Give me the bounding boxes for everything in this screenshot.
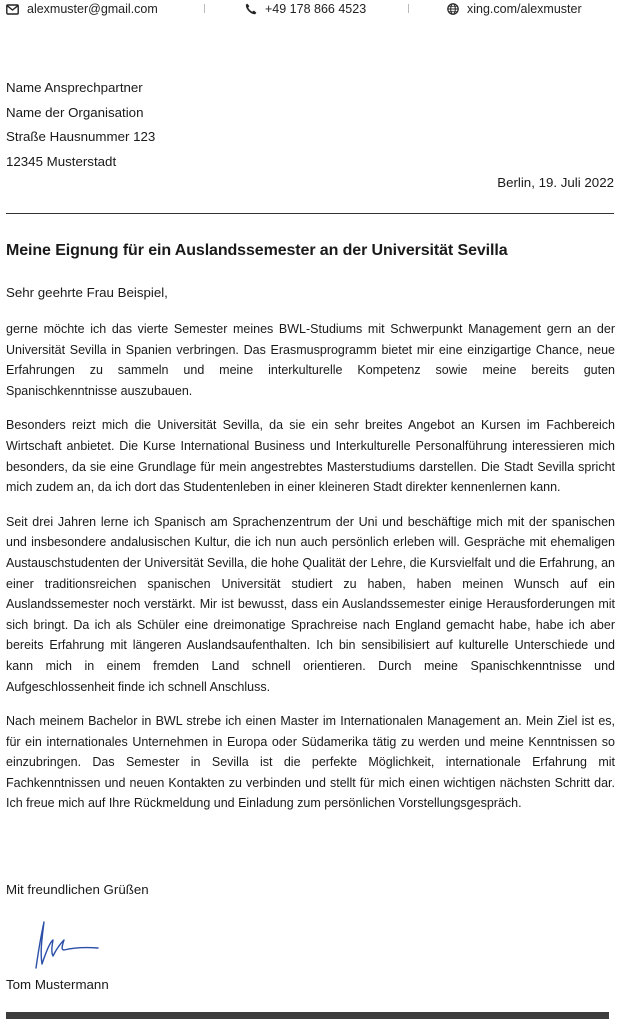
email-text: alexmuster@gmail.com [27, 2, 158, 16]
closing: Mit freundlichen Grüßen [6, 882, 149, 897]
contact-email[interactable] [6, 0, 158, 18]
recipient-name: Name Ansprechpartner [6, 80, 143, 95]
envelope-icon [6, 4, 19, 15]
body-paragraph: Nach meinem Bachelor in BWL strebe ich einen Master im Internationalen Management an. Mein Ziel ist es, für ein internationales Unternehmen in Europa oder Südamerika tätig zu werden und meine Kenntnissen so einzubringen. Das Semester in Sevilla ist die perfekte Möglichkeit, internationale Erfahrung mit Fachkenntnissen und neuen Kontakten zu verbinden und stellt für mich einen wichtigen nächsten Schritt dar. Ich freue mich auf Ihre Rückmeldung und Einladung zum persönlichen Vorstellungsgespräch. [6, 714, 615, 811]
phone-text: +49 178 866 4523 [265, 2, 367, 16]
body-paragraph: gerne möchte ich das vierte Semester meines BWL-Studiums mit Schwerpunkt Management gern an der Universität Sevilla in Spanien verbringen. Das Erasmusprogramm bietet mir eine einzigartige Chance, neue Erfahrungen zu sammeln und meine interkulturelle Kompetenz sowie meine bereits guten Spanischkenntnisse auszubauen. [6, 322, 615, 398]
phone-icon [245, 3, 257, 15]
contact-separator [204, 4, 205, 13]
recipient-organization: Name der Organisation [6, 104, 144, 120]
contact-phone[interactable] [245, 0, 366, 18]
signer-name: Tom Mustermann [6, 977, 109, 992]
web-text: xing.com/alexmuster [467, 2, 582, 16]
letter-date: Berlin, 19. Juli 2022 [497, 175, 614, 190]
salutation: Sehr geehrte Frau Beispiel, [6, 285, 168, 300]
divider [6, 213, 614, 214]
footer-bar [6, 1012, 609, 1019]
letter-subject: Meine Eignung für ein Auslandssemester an der Universität Sevilla [6, 242, 508, 259]
contact-separator [408, 4, 409, 13]
recipient-street: Straße Hausnummer 123 [6, 129, 156, 144]
signature-image [18, 912, 108, 972]
recipient-address [6, 76, 155, 174]
letter-body [6, 319, 615, 828]
body-paragraph: Besonders reizt mich die Universität Sevilla, da sie ein sehr breites Angebot an Kursen im Fachbereich Wirtschaft anbietet. Die Kurse International Business und Interkulturelle Personalführung interessieren mich besonders, da sie eine Grundlage für mein angestrebtes Masterstudiums darstellen. Die Stadt Sevilla spricht mich zudem an, da ich dort das Studentenleben in einer kleineren Stadt direkter kennenlernen kann. [6, 418, 615, 495]
globe-icon [447, 3, 459, 15]
recipient-city: 12345 Musterstadt [6, 153, 117, 169]
contact-web[interactable] [447, 0, 582, 18]
body-paragraph: Seit drei Jahren lerne ich Spanisch am Sprachenzentrum der Uni und beschäftige mich mit der spanischen und insbesondere andalusischen Kultur, die ich nun auch persönlich erleben will. Gespräche mit ehemaligen Austauschstudenten der Universität Sevilla, die hohe Qualität der Lehre, die Kursvielfalt und die Erfahrung, an einer traditionsreichen spanischen Universität studiert zu haben, haben meinen Wunsch auf ein Auslandssemester noch verstärkt. Mir ist bewusst, dass ein Auslandssemester einige Herausforderungen mit sich bringt. Da ich als Schüler eine dreimonatige Sprachreise nach England gemacht habe, habe ich aber bereits Erfahrung mit längeren Auslandsaufenthalten. Ich bin sensibilisiert auf kulturelle Unterschiede und kann mich in einem fremden Land schnell orientieren. Durch meine Spanischkenntnisse und Aufgeschlossenheit finde ich schnell Anschluss. [6, 514, 615, 694]
contact-bar [0, 0, 617, 18]
